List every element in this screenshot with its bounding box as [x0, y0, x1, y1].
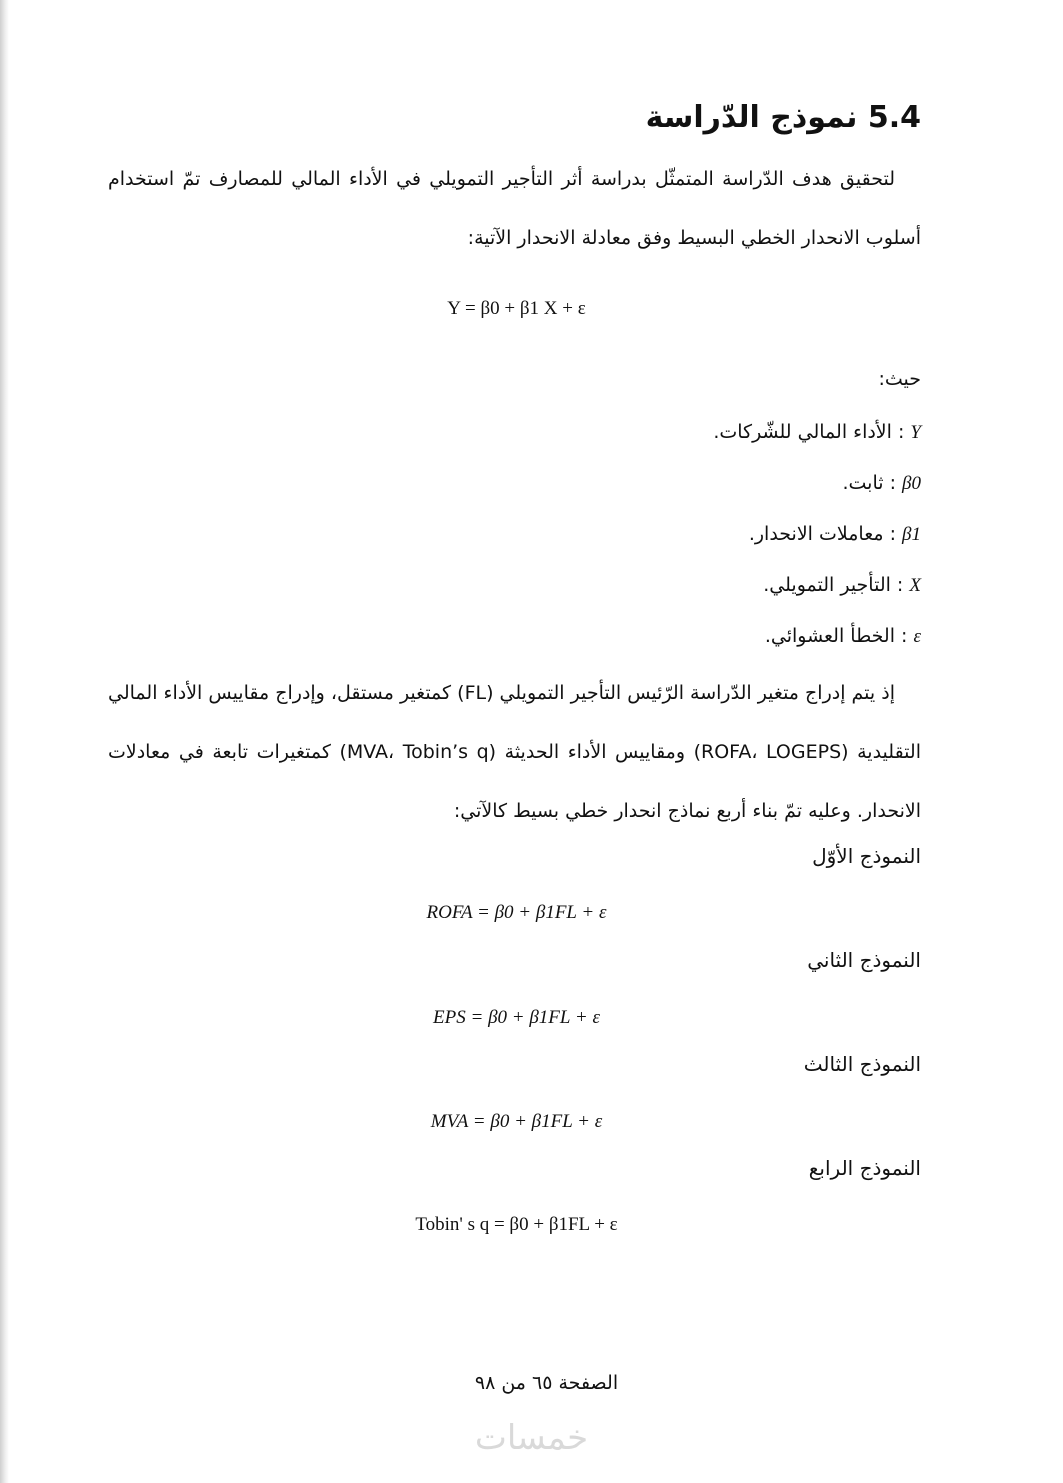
- definition-x: [108, 574, 921, 597]
- definition-y: [108, 421, 921, 444]
- definition-text: : الخطأ العشوائي.: [764, 625, 908, 647]
- variables-paragraph: [108, 664, 921, 841]
- definition-text: : الأداء المالي للشّركات.: [713, 421, 905, 443]
- model-2-title: النموذج الثاني: [807, 948, 921, 972]
- intro-text: لتحقيق هدف الدّراسة المتمثّل بدراسة أثر التأجير التمويلي في الأداء المالي للمصارف تمّ استخدام أسلوب الانحدار الخطي البسيط وفق معادلة الانحدار الآتية:: [108, 168, 921, 249]
- page-number-footer: الصفحة ٦٥ من ٩٨: [474, 1372, 619, 1394]
- definition-epsilon: [108, 625, 921, 648]
- where-label: حيث:: [878, 368, 921, 390]
- section-heading: 5.4 نموذج الدّراسة: [645, 100, 921, 135]
- model-4-equation: Tobin' s q = β0 + β1FL + ε: [415, 1214, 618, 1235]
- definition-symbol: ε: [913, 626, 921, 647]
- definition-text: : التأجير التمويلي.: [763, 574, 904, 596]
- watermark-logo: خمسات: [474, 1418, 589, 1458]
- intro-paragraph: [108, 150, 921, 268]
- definition-symbol: X: [909, 575, 921, 596]
- definition-symbol: β0: [902, 473, 921, 494]
- model-1-title: النموذج الأوّل: [812, 844, 921, 868]
- model-3-title: النموذج الثالث: [803, 1052, 921, 1076]
- main-equation: Y = β0 + β1 X + ε: [447, 298, 586, 319]
- model-3-equation: MVA = β0 + β1FL + ε: [430, 1111, 603, 1132]
- definition-text: : ثابت.: [842, 472, 896, 494]
- definition-symbol: Y: [910, 422, 921, 443]
- page-edge: [0, 0, 9, 1483]
- variables-text: إذ يتم إدراج متغير الدّراسة الرّئيس التأجير التمويلي (FL) كمتغير مستقل، وإدراج مقاييس الأداء المالي التقليدية (ROFA، LOGEPS) ومقاييس الأداء الحديثة (MVA، Tobin’s q) كمتغيرات تابعة في معادلات الانحدار. وعليه تمّ بناء أربع نماذج انحدار خطي بسيط كالآتي:: [108, 682, 921, 822]
- model-4-title: النموذج الرابع: [808, 1156, 921, 1180]
- model-2-equation: EPS = β0 + β1FL + ε: [433, 1007, 600, 1028]
- model-1-equation: ROFA = β0 + β1FL + ε: [426, 902, 607, 923]
- definition-beta0: [108, 472, 921, 495]
- definition-beta1: [108, 523, 921, 546]
- definition-text: : معاملات الانحدار.: [748, 523, 896, 545]
- definition-symbol: β1: [902, 524, 921, 545]
